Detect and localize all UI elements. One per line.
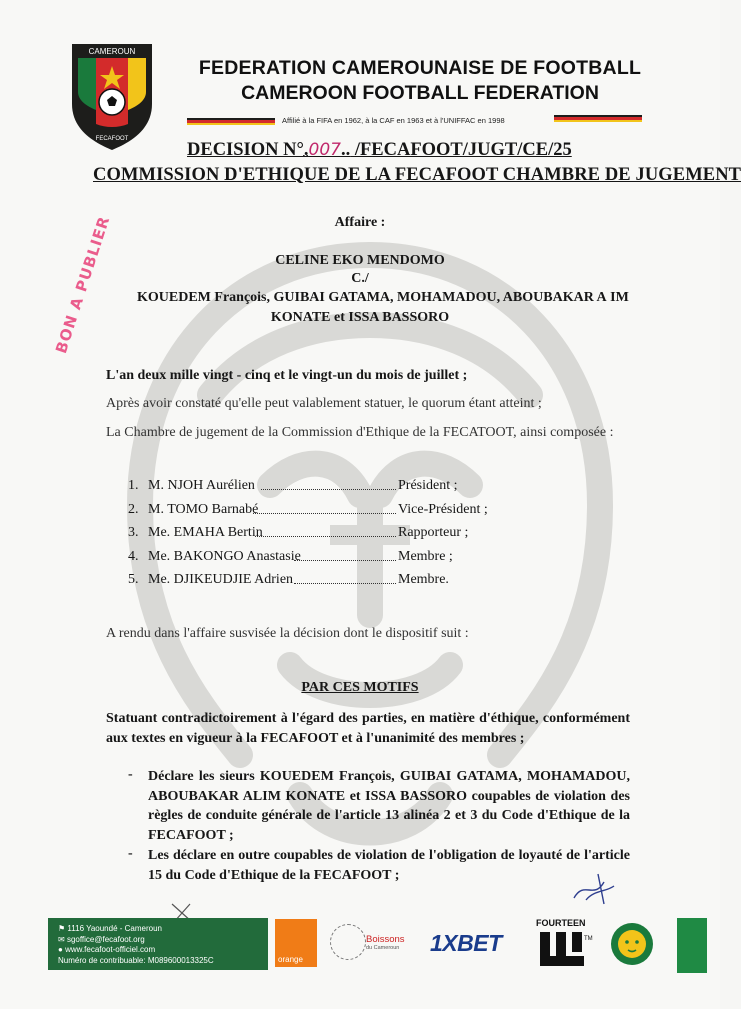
crest-bottom-text: FECAFOOT xyxy=(95,136,129,142)
footer-address-text: 1116 Yaoundé - Cameroun xyxy=(67,924,162,933)
footer-email: ✉ sgoffice@fecafoot.org xyxy=(58,934,145,944)
publish-stamp-text: BON A PUBLIER xyxy=(52,213,114,356)
fourteen-logo-text: FOURTEEN xyxy=(536,918,586,928)
member-name: Me. EMAHA Bertin xyxy=(148,525,263,540)
member-role: Vice-Président ; xyxy=(398,501,488,517)
member-row xyxy=(128,572,508,596)
footer-address: ⚑ 1116 Yaoundé - Cameroun xyxy=(58,924,162,933)
member-row xyxy=(128,525,508,549)
decision-suffix: /FECAFOOT/JUGT/CE/25 xyxy=(350,140,572,160)
rendered-line: A rendu dans l'affaire susvisée la décision dont le dispositif suit : xyxy=(106,626,469,641)
defendants-line-1-end: IM xyxy=(610,290,629,305)
boissons-logo xyxy=(330,924,430,964)
footer-contact-box xyxy=(48,918,268,970)
footer-website: ● www.fecafoot-officiel.com xyxy=(58,945,156,954)
composition-line: La Chambre de jugement de la Commission d'Ethique de la FECATOOT, ainsi composée : xyxy=(106,425,614,440)
member-row xyxy=(128,549,508,573)
footer-email-text: sgoffice@fecafoot.org xyxy=(66,934,145,944)
bullet-dash: - xyxy=(128,846,133,861)
member-num: 3. xyxy=(128,525,139,540)
decision-number-line xyxy=(187,140,572,161)
dot-leader xyxy=(294,583,396,584)
member-name: Me. BAKONGO Anastasie xyxy=(148,548,301,564)
decision-number-handwritten: 007 xyxy=(308,140,341,160)
member-name: M. TOMO Barnabé xyxy=(148,501,259,517)
boissons-logo-subtext: du Cameroun xyxy=(366,945,400,951)
chamber-members-list xyxy=(128,478,508,596)
dot-leader xyxy=(261,489,396,490)
decision-dots: . xyxy=(303,140,309,160)
1xbet-logo: 1XBET xyxy=(430,930,502,956)
affiliation-line: Affilié à la FIFA en 1962, à la CAF en 1963 et à l'UNIFFAC en 1998 xyxy=(282,116,505,125)
crest-top-text: CAMEROUN xyxy=(88,47,136,56)
lion-badge-icon xyxy=(610,922,654,966)
green-edge-block xyxy=(677,918,707,973)
fourteen-logo-icon xyxy=(538,930,593,970)
decision-dots-2: .. xyxy=(340,140,351,160)
defendants-line-1 xyxy=(137,290,629,306)
bullet-item-2: Les déclare en outre coupables de violation de l'obligation de loyauté de l'article 15 du Code d'Ethique de la FECAFOOT ; xyxy=(148,848,630,883)
fecafoot-crest-icon xyxy=(66,40,158,152)
statuant-paragraph: Statuant contradictoirement à l'égard des parties, en matière d'éthique, conformément aux textes en vigueur à la FECAFOOT et à l'unanimité des membres ; xyxy=(106,711,630,746)
member-role: Membre. xyxy=(398,572,449,587)
versus-label: C./ xyxy=(351,271,369,286)
boissons-emblem-icon xyxy=(330,924,366,960)
federation-title-fr: FEDERATION CAMEROUNAISE DE FOOTBALL xyxy=(198,57,642,79)
member-num: 4. xyxy=(128,548,139,564)
member-role: Membre ; xyxy=(398,548,453,564)
plaintiff-name: CELINE EKO MENDOMO xyxy=(275,253,445,268)
defendants-line-1-text: KOUEDEM François, GUIBAI GATAMA, MOHAMADOU, ABOUBAKAR A xyxy=(137,290,607,305)
bullet-item-1: Déclare les sieurs KOUEDEM François, GUIBAI GATAMA, MOHAMADOU, ABOUBAKAR ALIM KONATE et ISSA BASSORO coupables de violation des règles de conduite générale de l'article 13 alinéa 2 et 3 du Code d'Ethique de la FECAFOOT ; xyxy=(148,769,630,843)
fourteen-tm: TM xyxy=(584,936,593,942)
footer-taxpayer: Numéro de contribuable: M089600013325C xyxy=(58,955,214,965)
member-name: M. NJOH Aurélien xyxy=(148,478,255,493)
dot-leader xyxy=(294,560,396,561)
member-num: 2. xyxy=(128,501,139,517)
federation-title-en: CAMEROON FOOTBALL FEDERATION xyxy=(241,82,599,104)
flag-bar-left xyxy=(187,118,275,125)
member-row xyxy=(128,478,508,502)
footer-website-text: www.fecafoot-officiel.com xyxy=(65,945,156,954)
date-line: L'an deux mille vingt - cinq et le vingt-un du mois de juillet ; xyxy=(106,368,468,383)
member-row xyxy=(128,502,508,526)
signature-mark xyxy=(564,870,624,910)
member-num: 5. xyxy=(128,572,139,587)
member-num: 1. xyxy=(128,478,139,493)
defendants-line-2: KONATE et ISSA BASSORO xyxy=(270,310,450,325)
dot-leader xyxy=(255,536,396,537)
member-name: Me. DJIKEUDJIE Adrien xyxy=(148,572,294,587)
orange-logo-text: orange xyxy=(278,955,303,964)
flag-bar-right xyxy=(554,115,642,122)
decision-prefix: DECISION N° xyxy=(187,140,304,160)
commission-title: COMMISSION D'ETHIQUE DE LA FECAFOOT CHAMBRE DE JUGEMENT xyxy=(93,165,741,185)
affaire-label: Affaire : xyxy=(334,215,386,230)
quorum-line: Après avoir constaté qu'elle peut valablement statuer, le quorum étant atteint ; xyxy=(106,396,542,411)
motifs-heading-text: PAR CES MOTIFS xyxy=(301,680,419,695)
motifs-heading xyxy=(0,680,720,696)
boissons-logo-text: Boissons xyxy=(366,934,405,945)
dot-leader xyxy=(253,513,396,514)
orange-logo xyxy=(275,919,317,967)
member-role: Rapporteur ; xyxy=(398,525,469,540)
member-role: Président ; xyxy=(398,478,458,493)
bullet-dash: - xyxy=(128,767,133,782)
